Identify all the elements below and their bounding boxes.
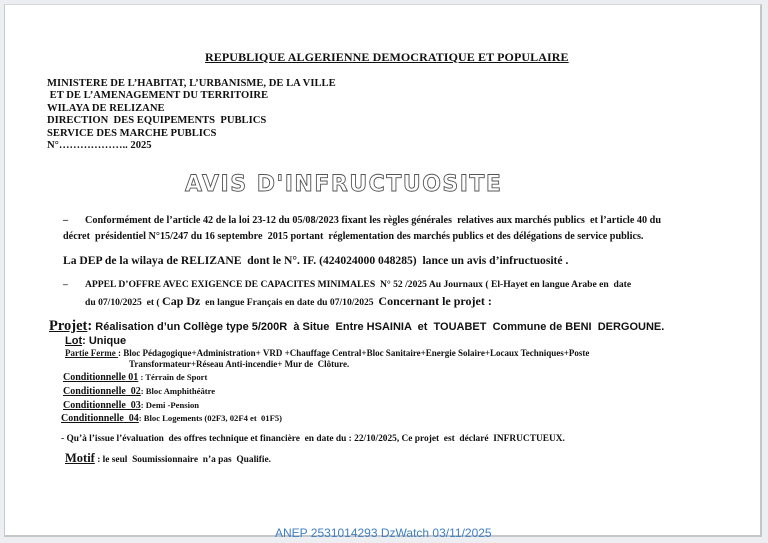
evaluation-result: - Qu’à l’issue l’évaluation des offres technique et financière en date du : 22/10/2025, Ce projet est déclaré INFRUCTUEUX.	[61, 434, 565, 444]
dash-bullet: –	[63, 215, 69, 226]
header-line-wilaya: WILAYA DE RELIZANE	[47, 102, 165, 114]
project-colon: :	[87, 318, 93, 334]
notice-title: AVIS D'INFRUCTUOSITE	[185, 172, 503, 197]
motif-text: : le seul Soumissionnaire n’a pas Qualifie.	[94, 455, 272, 465]
project-label: Projet	[49, 318, 88, 334]
ministry-header	[47, 78, 336, 152]
header-line-number: N°……………….. 2025	[47, 140, 152, 152]
dash-bullet: –	[63, 279, 68, 290]
motif-label: Motif	[65, 451, 95, 465]
conditionnelle-text: : Bloc Logements (02F3, 02F4 et 01F5)	[138, 413, 282, 423]
conditionnelle-text: : Bloc Amphithéâtre	[140, 386, 216, 396]
conditionnelle-03	[63, 400, 199, 411]
cap-dz-journal: Cap Dz	[162, 294, 201, 308]
republic-heading: REPUBLIQUE ALGERIENNE DEMOCRATIQUE ET POPULAIRE	[205, 50, 569, 64]
dep-statement: La DEP de la wilaya de RELIZANE dont le N°. IF. (424024000 048285) lance un avis d’infructuosité .	[63, 254, 569, 267]
conditionnelle-number: 02	[125, 386, 141, 397]
tender-date-french: en langue Français en date du 07/10/2025	[200, 297, 379, 308]
concerning-project: Concernant le projet :	[378, 294, 492, 308]
conditionnelle-label: Conditionnelle	[63, 372, 126, 383]
partie-ferme-label: Partie Ferme	[65, 348, 118, 358]
project-text: Réalisation d’un Collège type 5/200R à Situe Entre HSAINIA et TOUABET Commune de BENI DERGOUNE.	[92, 321, 665, 333]
motif-line	[65, 451, 271, 466]
project-description	[49, 318, 664, 335]
conditionnelle-text: : Demi -Pension	[140, 400, 200, 410]
conditionnelle-label: Conditionnelle	[63, 386, 126, 397]
conditionnelle-label: Conditionnelle	[61, 413, 124, 424]
legal-reference-text1: Conformément de l’article 42 de la loi 23-12 du 05/08/2023 fixant les règles générales relatives aux marchés publics et l’article 40 du	[85, 215, 661, 226]
partie-ferme-text: : Bloc Pédagogique+Administration+ VRD +Chauffage Central+Bloc Sanitaire+Energie Solaire+Locaux Techniques+Poste	[117, 348, 590, 358]
document-page	[4, 4, 762, 540]
legal-reference-line2: décret présidentiel N°15/247 du 16 septembre 2015 portant réglementation des marchés publics et des délégations de service publics.	[63, 231, 644, 242]
header-line-direction: DIRECTION DES EQUIPEMENTS PUBLICS	[47, 115, 267, 127]
conditionnelle-label: Conditionnelle	[63, 400, 126, 411]
conditionnelle-number: 04	[123, 413, 139, 424]
conditionnelle-text: : Térrain de Sport	[138, 372, 208, 382]
tender-reference-line2	[85, 294, 492, 309]
tender-reference-line1	[63, 279, 631, 290]
anep-footer: ANEP 2531014293 DzWatch 03/11/2025	[275, 526, 492, 540]
lot-label: Lot	[65, 335, 83, 347]
header-line-ministry: MINISTERE DE L’HABITAT, L’URBANISME, DE LA VILLE	[47, 78, 336, 89]
tender-reference-text1: APPEL D’OFFRE AVEC EXIGENCE DE CAPACITES MINIMALES N° 52 /2025 Au Journaux ( El-Hayet en langue Arabe en date	[85, 279, 632, 290]
conditionnelle-04	[61, 413, 282, 424]
header-line-territory: ET DE L’AMENAGEMENT DU TERRITOIRE	[47, 90, 269, 102]
tender-date-arabic: du 07/10/2025 et (	[85, 297, 163, 308]
lot-line	[65, 335, 126, 347]
conditionnelle-01	[63, 372, 207, 383]
partie-ferme-line1	[65, 348, 589, 358]
lot-value: : Unique	[82, 335, 127, 347]
header-line-service: SERVICE DES MARCHE PUBLICS	[47, 127, 217, 139]
conditionnelle-number: 01	[125, 372, 139, 383]
conditionnelle-number: 03	[125, 400, 141, 411]
partie-ferme-line2: Transformateur+Réseau Anti-incendie+ Mur de Clôture.	[129, 359, 350, 369]
conditionnelle-02	[63, 386, 215, 397]
legal-reference-line1	[63, 213, 661, 229]
